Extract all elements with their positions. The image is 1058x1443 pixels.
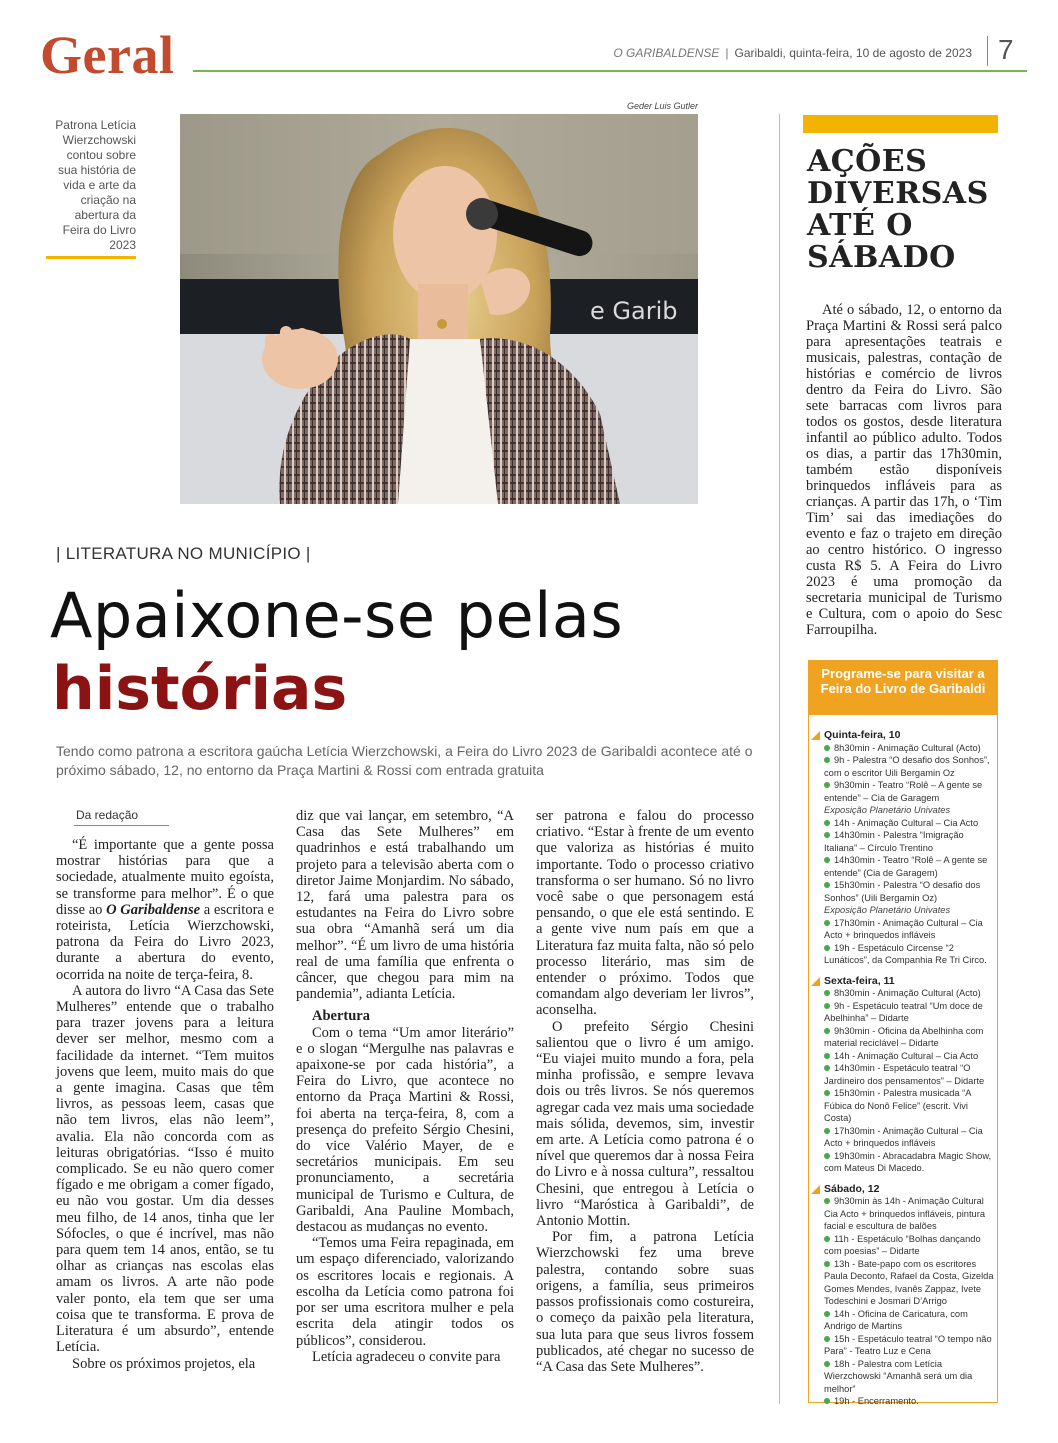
program-event-text: 15h30min - Palestra “O desafio dos Sonhos” (Uili Bergamin Oz) bbox=[824, 880, 981, 903]
program-event bbox=[824, 742, 996, 755]
bullet-icon bbox=[824, 757, 830, 763]
newspaper-mention: O Garibaldense bbox=[106, 901, 201, 918]
caption-rule bbox=[46, 256, 136, 259]
program-event bbox=[824, 817, 996, 830]
program-event-text: 13h - Bate-papo com os escritores Paula Deconto, Rafael da Costa, Gizelda Gomes Mendes, Ivanês Zappaz, Ivete Todeschini e Josmari D’Arrigo bbox=[824, 1258, 994, 1306]
program-event bbox=[824, 1233, 996, 1258]
sidebar-divider bbox=[779, 114, 780, 1404]
program-event bbox=[824, 1125, 996, 1150]
page-number-separator bbox=[987, 36, 988, 66]
article-column-2 bbox=[296, 808, 514, 1365]
program-day-label: Sexta-feira, 11 bbox=[824, 974, 895, 987]
program-event-text: 14h30min - Espetáculo teatral “O Jardineiro dos pensamentos” – Didarte bbox=[824, 1063, 985, 1086]
program-event-note: Exposição Planetário Univates bbox=[824, 805, 951, 815]
program-event-text: 9h30min - Oficina da Abelhinha com material reciclável – Didarte bbox=[824, 1025, 984, 1048]
bullet-icon bbox=[824, 1311, 830, 1317]
bullet-icon bbox=[824, 832, 830, 838]
bullet-icon bbox=[824, 1198, 830, 1204]
program-event bbox=[824, 1395, 996, 1408]
bullet-icon bbox=[824, 1090, 830, 1096]
program-event-text: 8h30min - Animação Cultural (Acto) bbox=[834, 742, 981, 753]
program-event-text: 19h - Encerramento. bbox=[834, 1396, 919, 1406]
program-day-title bbox=[824, 975, 996, 988]
program-event-text: 17h30min - Animação Cultural – Cia Acto + brinquedos infláveis bbox=[824, 1125, 983, 1148]
byline-rule bbox=[74, 825, 169, 826]
program-event-text: 18h - Palestra com Letícia Wierzchowski “Amanhã será um dia melhor” bbox=[824, 1358, 973, 1394]
page-number: 7 bbox=[998, 34, 1014, 65]
issue-date: Garibaldi, quinta-feira, 10 de agosto de 2023 bbox=[734, 46, 972, 60]
program-event bbox=[824, 1308, 996, 1333]
newspaper-name: O GARIBALDENSE bbox=[613, 46, 720, 60]
program-event-note: Exposição Planetário Univates bbox=[824, 905, 951, 915]
header-separator: | bbox=[725, 46, 729, 60]
article-column-1 bbox=[56, 837, 274, 1372]
bullet-icon bbox=[824, 1336, 830, 1342]
program-event bbox=[824, 1087, 996, 1125]
program-day-label: Sábado, 12 bbox=[824, 1182, 880, 1195]
program-event-text: 17h30min - Animação Cultural – Cia Acto + brinquedos infláveis bbox=[824, 917, 983, 940]
bullet-icon bbox=[824, 1128, 830, 1134]
bullet-icon bbox=[824, 1028, 830, 1034]
header-meta bbox=[600, 46, 972, 60]
program-event-text: 14h - Animação Cultural – Cia Acto bbox=[834, 1050, 979, 1061]
paragraph: Com o tema “Um amor literário” e o slogan “Mergulhe nas palavras e apaixone-se por cada história”, a Feira do Livro, que acontece no entorno da Praça Martini & Rossi, foi aberta na terça-feira, 8, com a presença do prefeito Sérgio Chesini, do vice Valério Mayer, de e secretários municipais. Em seu pronunciamento, a secretária municipal de Turismo e Cultura, de Garibaldi, Ana Pauline Mombach, destacou as mudanças no evento. bbox=[296, 1024, 514, 1236]
program-event bbox=[824, 1000, 996, 1025]
sidebar-body bbox=[806, 302, 1002, 638]
header-rule bbox=[193, 70, 1027, 72]
photo-caption: Patrona Letícia Wierzchowski contou sobre sua história de vida e arte da criação na abertura da Feira do Livro 2023 bbox=[55, 118, 136, 252]
program-event-text: 9h - Espetáculo teatral “Um doce de Abelhinha” – Didarte bbox=[824, 1000, 983, 1023]
program-event bbox=[824, 879, 996, 904]
program-event-text: 14h - Animação Cultural – Cia Acto bbox=[834, 817, 979, 828]
sidebar-paragraph: Até o sábado, 12, o entorno da Praça Martini & Rossi será palco para apresentações teatrais e musicais, palestras, contação de histórias e comércio de livros dentro da Feira do Livro. São sete barracas com livros para todos os gostos, desde literatura infantil ao público adulto. Todos os dias, a partir das 17h30min, também estão disponíveis brinquedos infláveis para as crianças. A partir das 17h, o ‘Tim Tim’ sai das imediações do evento e faz o trajeto em direção ao centro histórico. O ingresso custa R$ 5. A Feira do Livro 2023 é uma promoção da secretaria municipal de Turismo e Cultura, com o apoio do Sesc Farroupilha. bbox=[806, 302, 1002, 638]
paragraph: A autora do livro “A Casa das Sete Mulheres” entende que o trabalho para trazer jovens para a leitura dever ser melhor, mesmo com a facilidade da internet. “Tem muitos jovens que leem, muito mais do que a gente imagina. Casas que têm livros, as pessoas leem, casas que não tem livros, elas não leem”, avalia. Ela não concorda com as leituras obrigatórias. “Isso é muito complicado. Se eu não quero comer fígado e me obrigam a comer fígado, eu não vou gostar. Um dia desses meu filho, de 14 anos, tinha que ler Sófocles, o que é incrível, mas não para quem tem 14 anos, então, se tu olhar as crianças nas escolas elas amam os livros. A arte não pode valer ponto, ela tem que ser uma coisa que te transforma. E prova de Literatura é um absurdo”, entende Letícia. bbox=[56, 982, 274, 1356]
paragraph bbox=[56, 837, 274, 983]
program-event bbox=[824, 854, 996, 879]
headline-line-2: histórias bbox=[52, 654, 348, 724]
bullet-icon bbox=[824, 820, 830, 826]
bullet-icon bbox=[824, 857, 830, 863]
day-marker-icon bbox=[811, 1185, 820, 1194]
bullet-icon bbox=[824, 1261, 830, 1267]
paragraph: Letícia agradeceu o convite para bbox=[312, 1348, 501, 1365]
day-marker-icon bbox=[811, 731, 820, 740]
paragraph: diz que vai lançar, em setembro, “A Casa das Sete Mulheres” em quadrinhos e está trabalhando um projeto para a televisão aberta com o diretor Jaime Monjardim. No sábado, 12, fará uma palestra para os estudantes na Feira do Livro sobre sua obra “Amanhã será um dia melhor”. “É um livro de uma história real de uma família que enfrenta o câncer, que chegou para mim na pandemia”, adianta Letícia. bbox=[296, 808, 514, 1003]
program-list bbox=[824, 729, 996, 1408]
byline: Da redação bbox=[76, 808, 139, 822]
program-event bbox=[824, 917, 996, 942]
program-event bbox=[824, 1195, 996, 1233]
program-event-text: 9h30min - Teatro “Rolê – A gente se entende” – Cia de Garagem bbox=[824, 780, 983, 803]
bullet-icon bbox=[824, 920, 830, 926]
program-event-text: 9h - Palestra “O desafio dos Sonhos”, com o escritor Uili Bergamin Oz bbox=[824, 755, 990, 778]
section-title: Geral bbox=[40, 25, 175, 85]
paragraph: “Temos uma Feira repaginada, em um espaço diferenciado, valorizando os escritores locais e regionais. A escolha da Letícia como patrona foi por ser uma escritora mulher e pela escrita dela atingir todos os públicos”, considerou. bbox=[296, 1235, 514, 1349]
headline-line-1: Apaixone-se pelas bbox=[50, 579, 624, 652]
program-event-text: 19h - Espetáculo Circense “2 Lunáticos”, da Companhia Re Tri Circo. bbox=[824, 942, 987, 965]
program-event bbox=[824, 1333, 996, 1358]
bullet-icon bbox=[824, 782, 830, 788]
program-title: Programe-se para visitar a Feira do Livro de Garibaldi bbox=[808, 660, 998, 715]
article-photo bbox=[180, 114, 698, 504]
program-day-title bbox=[824, 729, 996, 742]
article-column-3 bbox=[536, 808, 754, 1375]
bullet-icon bbox=[824, 1361, 830, 1367]
program-day-label: Quinta-feira, 10 bbox=[824, 729, 901, 741]
photo-credit: Geder Luis Gutler bbox=[626, 101, 698, 111]
article-lede: Tendo como patrona a escritora gaúcha Letícia Wierzchowski, a Feira do Livro 2023 de Garibaldi acontece até o próximo sábado, 12, no entorno da Praça Martini & Rossi com entrada gratuita bbox=[56, 743, 753, 778]
program-event bbox=[824, 1358, 996, 1396]
program-event bbox=[824, 754, 996, 779]
bullet-icon bbox=[824, 1003, 830, 1009]
program-event-text: 9h30min às 14h - Animação Cultural Cia Acto + brinquedos infláveis, pintura facial e escultura de balões bbox=[824, 1196, 985, 1231]
program-event bbox=[824, 1025, 996, 1050]
bullet-icon bbox=[824, 1053, 830, 1059]
paragraph-text: “É importante que a gente possa mostrar histórias para que a sociedade, atualmente muito egoísta, se transforme para melhor”. É o que disse ao bbox=[56, 837, 274, 918]
banner-text: e Garib bbox=[590, 297, 678, 325]
program-event-text: 11h - Espetáculo “Bolhas dançando com poesias” – Didarte bbox=[824, 1233, 981, 1256]
program-event bbox=[824, 779, 996, 804]
bullet-icon bbox=[824, 882, 830, 888]
paragraph-text: a escritora e roteirista, Letícia Wierzchowski, patrona da Feira do Livro 2023, durante a abertura do evento, ocorrida na noite de terça-feira, 8. bbox=[56, 901, 274, 983]
program-event-text: 15h - Espetáculo teatral “O tempo não Para” - Teatro Luz e Cena bbox=[824, 1333, 992, 1356]
sidebar-title: AÇÕES DIVERSAS ATÉ O SÁBADO bbox=[807, 144, 989, 275]
program-event-text: 19h30min - Abracadabra Magic Show, com Mateus Di Macedo. bbox=[824, 1150, 992, 1173]
program-event bbox=[824, 1062, 996, 1087]
paragraph: Por fim, a patrona Letícia Wierzchowski fez uma breve palestra, contando sobre suas origens, a família, seus primeiros passos profissionais como costureira, o começo da paixão pela literatura, sua luta para que seus livros fossem publicados, até chegar no sucesso de “A Casa das Sete Mulheres”. bbox=[536, 1229, 754, 1375]
bullet-icon bbox=[824, 990, 830, 996]
paragraph: Sobre os próximos projetos, ela bbox=[72, 1355, 256, 1372]
subhead: Abertura bbox=[312, 1008, 370, 1025]
bullet-icon bbox=[824, 945, 830, 951]
program-event bbox=[824, 829, 996, 854]
article-kicker: | LITERATURA NO MUNICÍPIO | bbox=[56, 544, 311, 563]
bullet-icon bbox=[824, 1153, 830, 1159]
program-event bbox=[824, 942, 996, 967]
program-event bbox=[824, 987, 996, 1000]
program-event-text: 15h30min - Palestra musicada “A Fúbica do Nonô Felice” (escrit. Vivi Costa) bbox=[824, 1088, 971, 1123]
program-event bbox=[824, 1050, 996, 1063]
program-event-text: 14h30min - Palestra “Imigração Italiana” – Círculo Trentino bbox=[824, 830, 964, 853]
bullet-icon bbox=[824, 745, 830, 751]
sidebar-accent-bar bbox=[803, 115, 998, 133]
bullet-icon bbox=[824, 1398, 830, 1404]
program-event bbox=[824, 1258, 996, 1308]
program-event-text: 8h30min - Animação Cultural (Acto) bbox=[834, 988, 981, 998]
bullet-icon bbox=[824, 1236, 830, 1242]
program-event-text: 14h30min - Teatro “Rolê – A gente se entende” (Cia de Garagem) bbox=[824, 855, 988, 878]
paragraph: ser patrona e falou do processo criativo. “Estar à frente de um evento que valoriza as histórias é muito importante. Todo o processo criativo transforma o ser humano. Só no livro você sabe o que personagem está pensando, o que ele está sentindo. E a gente vive num país em que a Literatura faz muita falta, não só pelo processo literário, mas sim de entender o próximo. Todos que comandam algo deveriam ler livros”, aconselha. bbox=[536, 808, 754, 1019]
day-marker-icon bbox=[811, 977, 820, 986]
speaker-photo-illustration bbox=[180, 114, 698, 504]
bullet-icon bbox=[824, 1065, 830, 1071]
program-event bbox=[824, 1150, 996, 1175]
program-event-text: 14h - Oficina de Caricatura, com Andrigo de Martins bbox=[824, 1308, 968, 1331]
program-day-title bbox=[824, 1183, 996, 1196]
paragraph: O prefeito Sérgio Chesini salientou que o livro é um amigo. “Eu viajei muito mundo a fora, pela minha profissão, e sempre levava dois ou três livros. Se nós queremos agregar cada vez mais uma sociedade mais sólida, devemos, sim, investir em arte. A Letícia como patrona é o nível que queremos dar à nossa Feira do Livro e à nossa cultura”, ressaltou Chesini, que entregou à Letícia o livro “Maróstica à Garibaldi”, de Antonio Mottin. bbox=[536, 1018, 754, 1230]
